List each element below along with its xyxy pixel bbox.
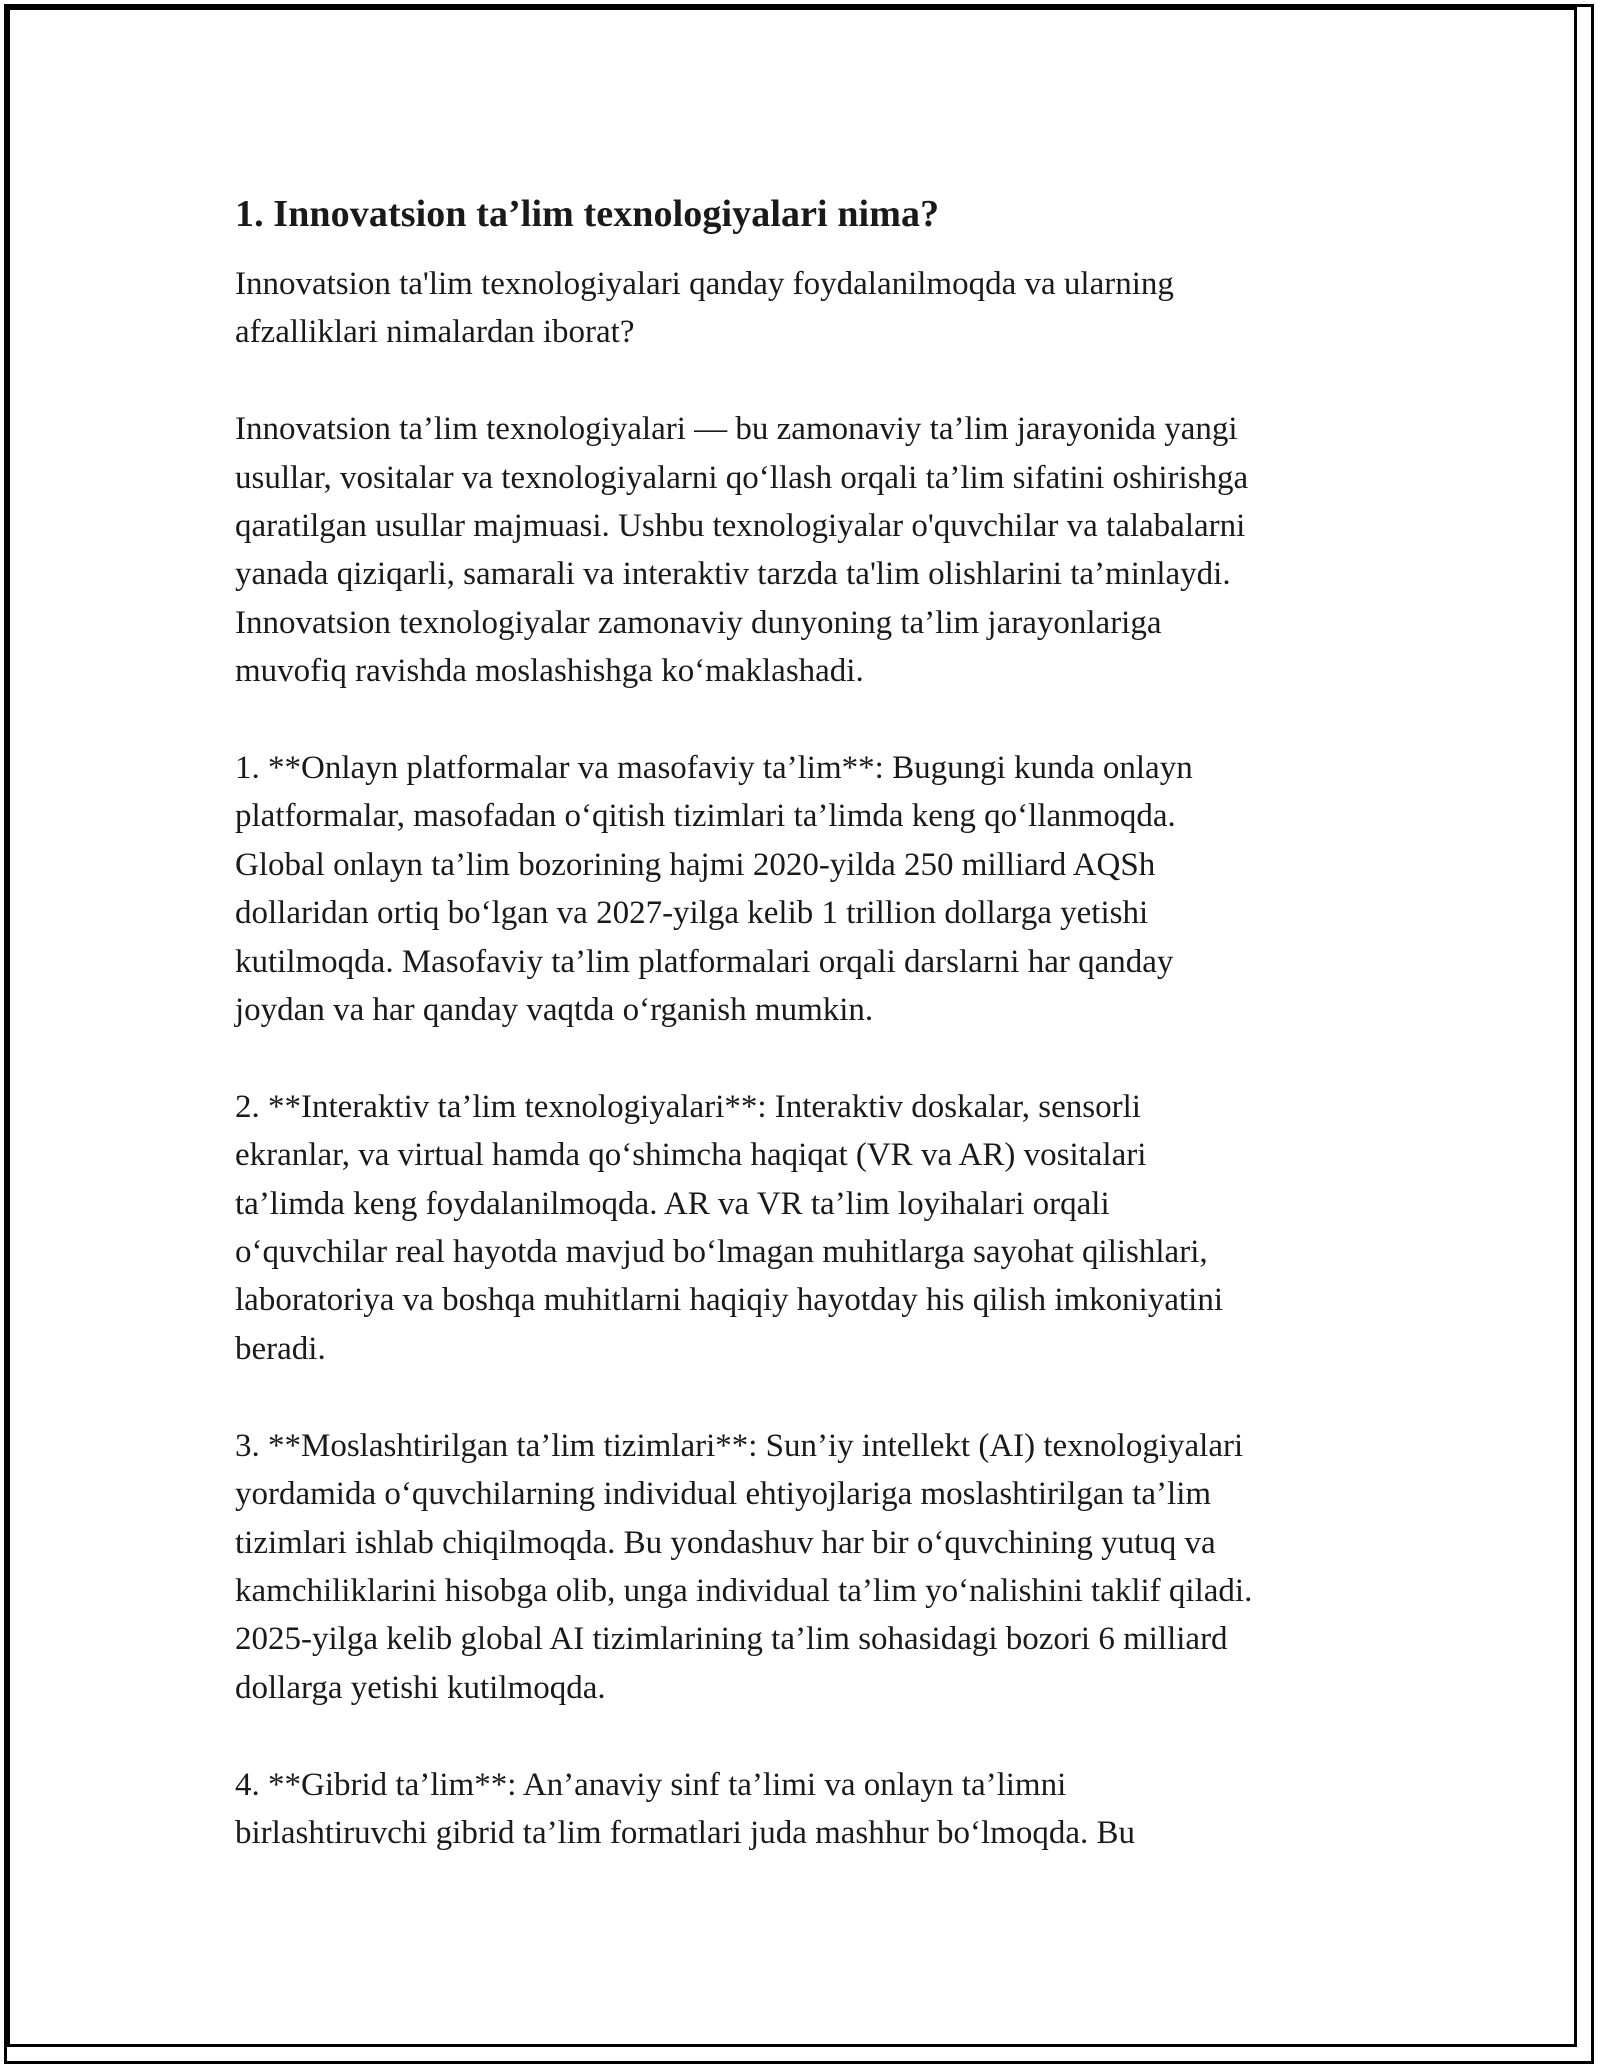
online-platforms-paragraph: 1. **Onlayn platformalar va masofaviy ta’lim**: Bugungi kunda onlayn platformalar, masofadan o‘qitish tizimlari ta’limda keng qo‘llanmoqda. Global onlayn ta’lim bozorining hajmi 2020-yilda 250 milliard AQSh dollaridan ortiq bo‘lgan va 2027-yilga kelib 1 trillion dollarga yetishi kutilmoqda. Masofaviy ta’lim platformalari orqali darslarni har qanday joydan va har qanday vaqtda o‘rganish mumkin. bbox=[235, 750, 1193, 1029]
page-title: 1. Innovatsion ta’lim texnologiyalari nima? bbox=[235, 193, 940, 235]
intro-question-paragraph: Innovatsion ta'lim texnologiyalari qanday foydalanilmoqda va ularning afzalliklari nimalardan iborat? bbox=[235, 266, 1174, 351]
definition-paragraph: Innovatsion ta’lim texnologiyalari — bu zamonaviy ta’lim jarayonida yangi usullar, vositalar va texnologiyalarni qo‘llash orqali ta’lim sifatini oshirishga qaratilgan usullar majmuasi. Ushbu texnologiyalar o'quvchilar va talabalarni yanada qiziqarli, samarali va interaktiv tarzda ta'lim olishlarini ta’minlaydi. Innovatsion texnologiyalar zamonaviy dunyoning ta’lim jarayonlariga muvofiq ravishda moslashishga ko‘maklashadi. bbox=[235, 411, 1249, 690]
interactive-technologies-paragraph: 2. **Interaktiv ta’lim texnologiyalari**: Interaktiv doskalar, sensorli ekranlar, va virtual hamda qo‘shimcha haqiqat (VR va AR) vositalari ta’limda keng foydalanilmoqda. AR va VR ta’lim loyihalari orqali o‘quvchilar real hayotda mavjud bo‘lmagan muhitlarga sayohat qilishlari, laboratoriya va boshqa muhitlarni haqiqiy hayotday his qilish imkoniyatini beradi. bbox=[235, 1088, 1224, 1367]
document-body bbox=[235, 190, 1395, 1906]
hybrid-learning-paragraph: 4. **Gibrid ta’lim**: An’anaviy sinf ta’limi va onlayn ta’limni birlashtiruvchi gibrid ta’lim formatlari juda mashhur bo‘lmoqda. Bu bbox=[235, 1766, 1135, 1851]
adaptive-systems-paragraph: 3. **Moslashtirilgan ta’lim tizimlari**: Sun’iy intellekt (AI) texnologiyalari yordamida o‘quvchilarning individual ehtiyojlariga moslashtirilgan ta’lim tizimlari ishlab chiqilmoqda. Bu yondashuv har bir o‘quvchining yutuq va kamchiliklarini hisobga olib, unga individual ta’lim yo‘nalishini taklif qiladi. 2025-yilga kelib global AI tizimlarining ta’lim sohasidagi bozori 6 milliard dollarga yetishi kutilmoqda. bbox=[235, 1427, 1253, 1706]
